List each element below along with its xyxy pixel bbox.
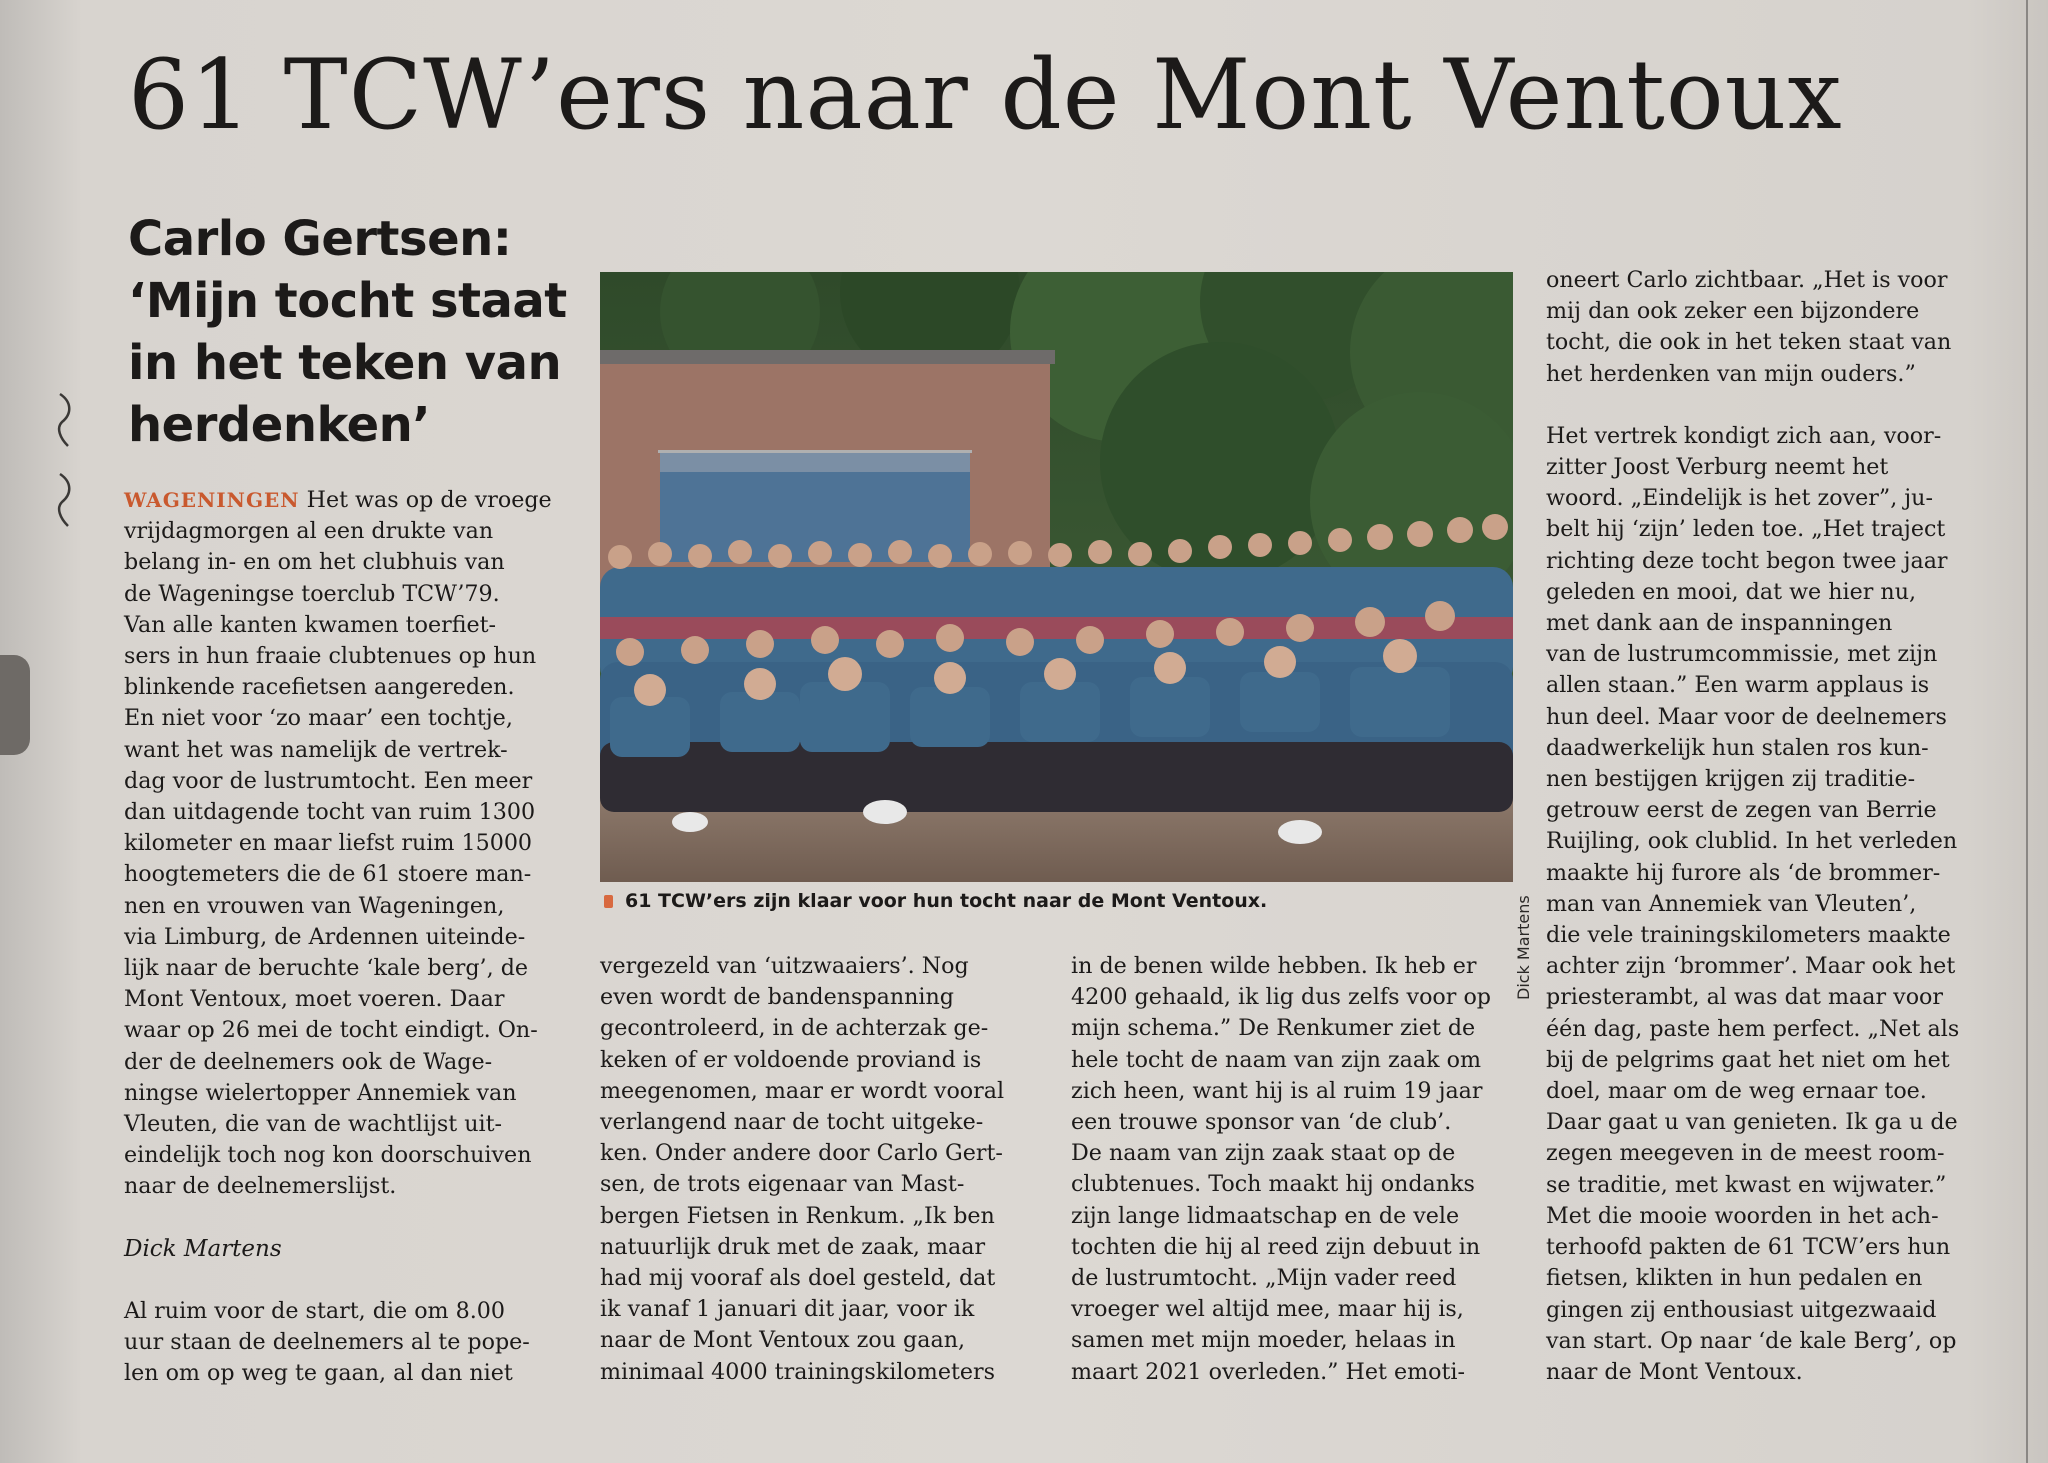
photo-credit [1514,880,1534,1000]
text-line: richting deze tocht begon twee jaar [1546,547,1948,574]
text-line: clubtenues. Toch maakt hij ondanks [1071,1171,1475,1198]
text-line: mij dan ook zeker een bijzondere [1546,298,1920,325]
text-line: van start. Op naar ‘de kale Berg’, op [1546,1327,1957,1354]
text-line: via Limburg, de Ardennen uiteinde- [124,923,526,950]
text-line: de lustrumtocht. „Mijn vader reed [1071,1265,1457,1292]
text-line: vergezeld van ‘uitzwaaiers’. Nog [600,953,969,979]
article-column-2 [600,951,1040,1388]
text-line: mijn schema.” De Renkumer ziet de [1071,1015,1476,1042]
text-line: bergen Fietsen in Renkum. „Ik ben [600,1202,995,1229]
text-line: 4200 gehaald, ik lig dus zelfs voor op [1071,984,1492,1011]
text-line: want het was namelijk de vertrek- [124,736,508,763]
text-line: sers in hun fraaie clubtenues op hun [124,643,537,670]
text-line: keken of er voldoende proviand is [600,1046,982,1073]
byline-paragraph [124,1234,566,1265]
text-line: verlangend naar de tocht uitgeke- [600,1109,984,1136]
text-line: naar de Mont Ventoux. [1546,1358,1803,1385]
staple-clip-icon [54,472,74,528]
text-line: die vele trainingskilometers maakte [1546,922,1951,949]
text-line: met dank aan de inspanningen [1546,610,1893,637]
body-paragraph [1546,421,1992,1388]
body-paragraph [124,1296,566,1390]
text-line: dag voor de lustrumtocht. Een meer [124,767,533,794]
text-line: maart 2021 overleden.” Het emoti- [1071,1358,1466,1385]
text-line: ningse wielertopper Annemiek van [124,1079,517,1106]
text-line: vrijdagmorgen al een drukte van [124,518,494,545]
photo-credit-text: Dick Martens [1514,895,1533,1000]
text-line: nen en vrouwen van Wageningen, [124,892,505,919]
article-column-3 [1071,951,1511,1388]
body-paragraph [600,951,1040,1388]
team-photo [600,272,1513,882]
text-line: uur staan de deelnemers al te pope- [124,1329,530,1356]
text-line: fietsen, klikten in hun pedalen en [1546,1265,1923,1292]
text-line: één dag, paste hem perfect. „Net als [1546,1015,1960,1042]
text-line: priesterambt, al was dat maar voor [1546,984,1944,1011]
subheading-line: Carlo Gertsen: [128,211,512,267]
caption-marker-icon [604,895,613,908]
text-line: der de deelnemers ook de Wage- [124,1048,493,1075]
text-line: hun deel. Maar voor de deelnemers [1546,703,1947,730]
body-paragraph [1546,265,1992,390]
text-line: Met die mooie woorden in het ach- [1546,1202,1939,1229]
dateline: WAGENINGEN [124,488,300,512]
staple-clip-icon [54,392,74,448]
text-line: daadwerkelijk hun stalen ros kun- [1546,734,1929,761]
text-line: hele tocht de naam van zijn zaak om [1071,1046,1482,1073]
article-subheading [128,208,568,456]
text-line: ik vanaf 1 januari dit jaar, voor ik [600,1296,975,1323]
text-line: maakte hij furore als ‘de brommer- [1546,859,1941,886]
text-line: eindelijk toch nog kon doorschuiven [124,1142,532,1169]
text-line: Het vertrek kondigt zich aan, voor- [1546,422,1942,449]
text-line: een trouwe sponsor van ‘de club’. [1071,1109,1452,1136]
text-line: naar de deelnemerslijst. [124,1173,397,1200]
text-line: lijk naar de beruchte ‘kale berg’, de [124,955,529,982]
body-paragraph [1071,951,1511,1388]
column-rule [2026,0,2028,1463]
text-line: meegenomen, maar er wordt vooral [600,1077,1005,1104]
text-line: oneert Carlo zichtbaar. „Het is voor [1546,267,1948,293]
text-line: zitter Joost Verburg neemt het [1546,454,1889,481]
text-line: dan uitdagende tocht van ruim 1300 [124,799,536,826]
text-line: En niet voor ‘zo maar’ een tochtje, [124,705,513,732]
text-line: zich heen, want hij is al ruim 19 jaar [1071,1077,1483,1104]
text-line: de Wageningse toerclub TCW’79. [124,580,500,607]
text-line: gecontroleerd, in de achterzak ge- [600,1015,989,1042]
text-line: van de lustrumcommissie, met zijn [1546,641,1938,668]
text-line: gingen zij enthousiast uitgezwaaid [1546,1296,1937,1323]
text-line: vroeger wel altijd mee, maar hij is, [1071,1296,1464,1323]
text-line: in de benen wilde hebben. Ik heb er [1071,953,1477,979]
text-line: tocht, die ook in het teken staat van [1546,329,1952,356]
text-line: bij de pelgrims gaat het niet om het [1546,1046,1950,1073]
text-line: se traditie, met kwast en wijwater.” [1546,1171,1947,1198]
text-line: De naam van zijn zaak staat op de [1071,1140,1456,1167]
text-line: doel, maar om de weg ernaar toe. [1546,1078,1927,1105]
text-line: Van alle kanten kwamen toerfiet- [124,611,497,638]
subheading-line: ‘Mijn tocht staat [128,273,567,329]
text-line: Ruijling, ook clublid. In het verleden [1546,828,1958,855]
text-line: even wordt de bandenspanning [600,984,954,1011]
text-line: kilometer en maar liefst ruim 15000 [124,830,533,857]
text-line: Mont Ventoux, moet voeren. Daar [124,986,505,1013]
text-line: zegen meegeven in de meest room- [1546,1140,1945,1167]
photo-caption-text: 61 TCW’ers zijn klaar voor hun tocht naar de Mont Ventoux. [625,890,1268,912]
text-line: woord. „Eindelijk is het zover”, ju- [1546,485,1933,512]
text-line: sen, de trots eigenaar van Mast- [600,1171,965,1198]
article-column-1 [124,485,566,1389]
text-line: het herdenken van mijn ouders.” [1546,360,1916,387]
text-line: belt hij ‘zijn’ leden toe. „Het traject [1546,516,1946,543]
text-line: tochten die hij al reed zijn debuut in [1071,1233,1481,1260]
text-line: Vleuten, die van de wachtlijst uit- [124,1111,503,1138]
text-line: minimaal 4000 trainingskilometers [600,1358,995,1385]
text-line: had mij vooraf als doel gesteld, dat [600,1265,996,1292]
text-line: man van Annemiek van Vleuten’, [1546,890,1917,917]
text-line: waar op 26 mei de tocht eindigt. On- [124,1017,538,1044]
lead-paragraph [124,485,566,1203]
text-line: blinkende racefietsen aangereden. [124,674,515,701]
subheading-line: herdenken’ [128,397,431,453]
text-line: Het was op de vroege [306,487,552,513]
text-line: len om op weg te gaan, al dan niet [124,1360,513,1387]
subheading-line: in het teken van [128,335,562,391]
text-line: Al ruim voor de start, die om 8.00 [124,1297,506,1324]
byline: Dick Martens [124,1235,282,1262]
text-line: terhoofd pakten de 61 TCW’ers hun [1546,1234,1951,1261]
text-line: nen bestijgen krijgen zij traditie- [1546,766,1916,793]
text-line: allen staan.” Een warm applaus is [1546,672,1930,699]
text-line: naar de Mont Ventoux zou gaan, [600,1327,966,1354]
article-headline: 61 TCW’ers naar de Mont Ventoux [128,39,1843,151]
text-line: achter zijn ‘brommer’. Maar ook het [1546,953,1956,980]
text-line: hoogtemeters die de 61 stoere man- [124,861,532,888]
article-column-4 [1546,265,1992,1388]
text-line: natuurlijk druk met de zaak, maar [600,1233,986,1260]
text-line: getrouw eerst de zegen van Berrie [1546,797,1937,824]
text-line: ken. Onder andere door Carlo Gert- [600,1140,1003,1167]
text-line: geleden en mooi, dat we hier nu, [1546,578,1917,605]
text-line: belang in- en om het clubhuis van [124,549,505,576]
text-line: zijn lange lidmaatschap en de vele [1071,1202,1460,1229]
text-line: samen met mijn moeder, helaas in [1071,1327,1456,1354]
text-line: Daar gaat u van genieten. Ik ga u de [1546,1109,1958,1136]
punch-hole [0,655,30,755]
photo-caption [604,890,1504,912]
